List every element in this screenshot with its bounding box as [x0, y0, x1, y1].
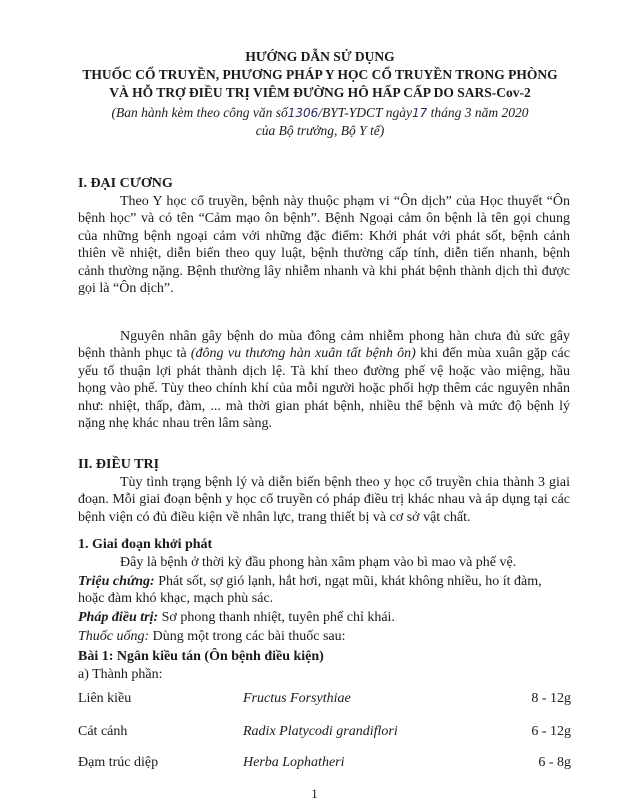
ingredient-latin: Radix Platycodi grandiflori: [243, 724, 398, 739]
symptoms-continued: hoặc đàm khó khạc, mạch phù sác.: [78, 591, 274, 606]
handwritten-doc-number: 1306: [287, 106, 319, 120]
issuer-line: của Bộ trưởng, Bộ Y tế): [255, 123, 385, 138]
handwritten-day: 17: [411, 106, 428, 120]
issuance-line: [60, 104, 580, 122]
treatment-method-text: Sơ phong thanh nhiệt, tuyên phế chỉ khái.: [158, 610, 395, 625]
remedy-title: Bài 1: Ngân kiều tán (Ôn bệnh điều kiện): [78, 649, 324, 664]
stage1-heading: 1. Giai đoạn khởi phát: [78, 537, 213, 552]
section1-heading: I. ĐẠI CƯƠNG: [78, 176, 173, 191]
issuance-prefix: (Ban hành kèm theo công văn số: [111, 105, 288, 120]
section1-para2-text-b: khi đến mùa xuân gặp các yếu tố thuận lợi phát thành dịch lệ. Tà khí theo đường phế vệ hoặc vào miệng, hầu họng vào phế. Tùy theo chính khí của mỗi người hoặc phối hợp thêm các nguyên nhân như: nhiệt, thấp, đàm, ... mà thời gian phát bệnh, nhiều thể bệnh và mức độ bệnh lý nặng nhẹ khác nhau trên lâm sàng.: [78, 346, 570, 432]
oral-drug-line: [78, 628, 346, 645]
ingredient-name: Liên kiều: [78, 691, 132, 706]
symptoms-line: [78, 573, 542, 590]
page-number: 1: [311, 786, 318, 801]
ingredient-dose: 8 - 12g: [531, 691, 571, 706]
ingredient-dose: 6 - 8g: [538, 755, 571, 770]
doc-title-line2: THUỐC CỔ TRUYỀN, PHƯƠNG PHÁP Y HỌC CỔ TRUYỀN TRONG PHÒNG: [82, 67, 558, 82]
ingredient-dose: 6 - 12g: [531, 724, 571, 739]
treatment-method-label: Pháp điều trị:: [78, 610, 159, 625]
composition-label: a) Thành phần:: [78, 667, 163, 682]
issuance-suffix: tháng 3 năm 2020: [430, 105, 529, 120]
symptoms-text: Phát sốt, sợ gió lạnh, hắt hơi, ngạt mũi, khát không nhiều, ho ít đàm,: [154, 574, 542, 589]
oral-drug-label: Thuốc uống:: [78, 629, 150, 644]
section1-paragraph2: [78, 328, 570, 432]
doc-title-line1: HƯỚNG DẪN SỬ DỤNG: [245, 49, 395, 64]
section2-paragraph: [78, 474, 570, 526]
section1-para1-text: Theo Y học cổ truyền, bệnh này thuộc phạm vi “Ôn dịch” của Học thuyết “Ôn bệnh học” và có tên “Cảm mạo ôn bệnh”. Bệnh Ngoại cảm ôn bệnh là tên gọi chung của những bệnh ngoại cảm với những đặc điểm: Khởi phát với phát sốt, bệnh cảnh thiên về nhiệt, diễn biến theo quy luật, bệnh thường cấp tính, diễn tiến nhanh, bệnh cảnh thường nặng. Bệnh thường lây nhiễm nhanh và khi phát bệnh thành dịch thì được gọi là “Ôn dịch”.: [78, 194, 570, 297]
stage1-description: Đây là bệnh ở thời kỳ đầu phong hàn xâm phạm vào bì mao và phế vệ.: [120, 555, 517, 570]
symptoms-label: Triệu chứng:: [78, 574, 155, 589]
section2-heading: II. ĐIỀU TRỊ: [78, 457, 160, 472]
doc-title-line3: VÀ HỖ TRỢ ĐIỀU TRỊ VIÊM ĐƯỜNG HÔ HẤP CẤP DO SARS-Cov-2: [109, 85, 531, 100]
oral-drug-text: Dùng một trong các bài thuốc sau:: [149, 629, 346, 644]
ingredient-name: Cát cánh: [78, 724, 128, 739]
section1-para2-text-a: Nguyên nhân gây bệnh do mùa đông cảm nhiễm phong hàn chưa đủ sức gây bệnh thành phục tà: [78, 329, 570, 362]
ingredient-latin: Herba Lophatheri: [243, 755, 345, 770]
treatment-method-line: [78, 609, 395, 626]
section1-para2-italic: (đông vu thương hàn xuân tất bệnh ôn): [190, 346, 416, 362]
ingredient-latin: Fructus Forsythiae: [243, 691, 351, 706]
section1-paragraph1: [78, 193, 570, 297]
issuance-mid: /BYT-YDCT ngày: [318, 105, 412, 120]
ingredient-name: Đạm trúc diệp: [78, 755, 159, 770]
section2-para-text: Tùy tình trạng bệnh lý và diễn biến bệnh theo y học cổ truyền chia thành 3 giai đoạn. Mỗi giai đoạn bệnh y học cổ truyền có pháp điều trị khác nhau và áp dụng tại các bệnh viện có đủ điều kiện về nhân lực, trang thiết bị và cơ sở vật chất.: [78, 475, 570, 525]
